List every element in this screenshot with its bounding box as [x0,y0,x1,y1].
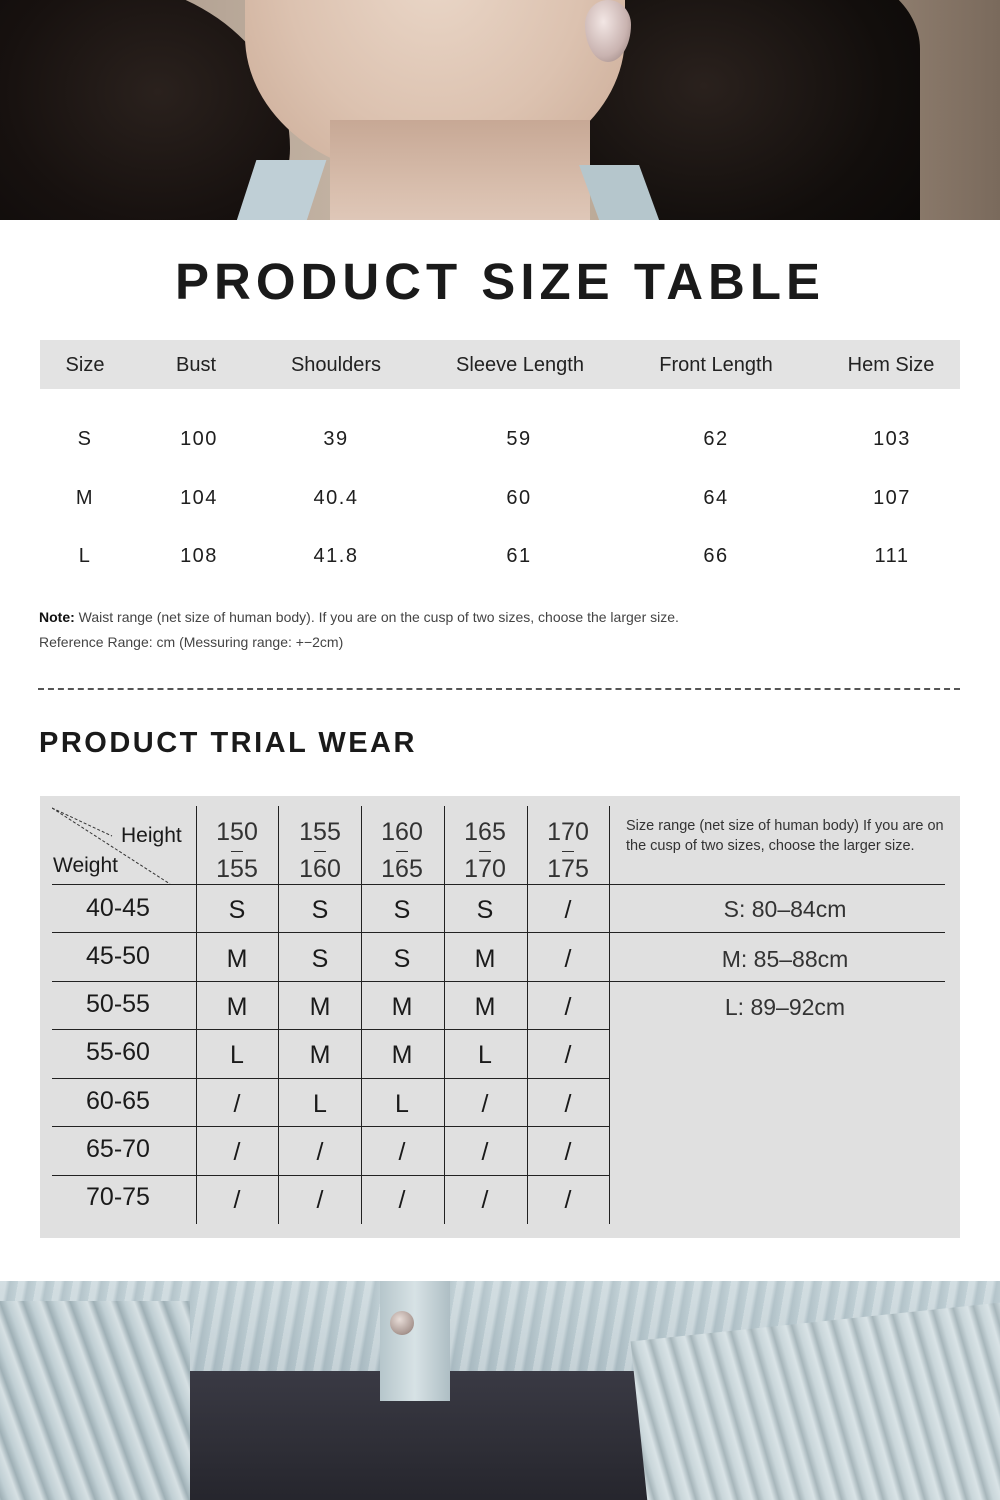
shirt-button-image [390,1311,414,1335]
front-length-cell: 62 [703,428,729,450]
height-to: 155 [216,855,258,883]
size-value: / [316,1138,324,1166]
weight-label: 45-50 [86,942,150,970]
sleeve-length-cell: 60 [506,487,532,509]
size-value: S [311,945,329,973]
col-header-bust: Bust [175,354,217,376]
size-value: / [316,1186,324,1214]
height-header-150-155 [197,814,277,888]
size-value: / [564,993,572,1021]
sleeve-length-cell: 59 [506,428,532,450]
size-value: / [481,1186,489,1214]
hem-size-cell: 111 [874,545,910,567]
size-value: S [393,945,411,973]
shoulders-cell: 39 [323,428,349,450]
corner-weight-label: Weight [53,854,118,877]
height-from: 150 [216,818,258,846]
size-row-l [40,545,960,575]
size-table-header [40,340,960,389]
range-l: L: 89–92cm [724,994,846,1020]
trial-wear-title: PRODUCT TRIAL WEAR [39,727,417,759]
shoulders-cell: 41.8 [313,545,359,567]
height-to: 160 [299,855,341,883]
size-value: / [564,1090,572,1118]
size-value: L [313,1090,327,1118]
size-note [39,605,679,655]
top-model-photo [0,0,1000,220]
front-length-cell: 66 [703,545,729,567]
height-from: 155 [299,818,341,846]
weight-label: 50-55 [86,990,150,1018]
height-from: 165 [464,818,506,846]
size-cell: M [75,487,95,509]
bust-cell: 100 [180,428,218,450]
size-value: L [230,1041,244,1069]
size-value: S [311,896,329,924]
size-value: / [398,1186,406,1214]
weight-label: 70-75 [86,1183,150,1211]
hem-size-cell: 103 [873,428,911,450]
weight-label: 60-65 [86,1087,150,1115]
size-value: M [391,1041,413,1069]
weight-label: 40-45 [86,894,150,922]
height-to: 165 [381,855,423,883]
note-label: Note: [39,609,75,625]
size-cell: S [77,428,93,450]
note-text: Waist range (net size of human body). If you are on the cusp of two sizes, choose the larger size. [74,609,679,625]
height-header-160-165 [362,814,442,888]
size-row-s [40,428,960,458]
col-header-size: Size [65,354,105,376]
size-cell: L [78,545,92,567]
size-value: M [474,945,496,973]
col-header-front-length: Front Length [659,354,773,376]
col-header-shoulders: Shoulders [290,354,382,376]
height-from: 170 [547,818,589,846]
trial-wear-table [40,796,960,1238]
shoulders-cell: 40.4 [313,487,359,509]
size-value: M [391,993,413,1021]
height-to: 170 [464,855,506,883]
col-header-sleeve-length: Sleeve Length [456,354,584,376]
size-value: S [393,896,411,924]
size-row-m [40,487,960,517]
size-value: M [226,945,248,973]
size-value: S [476,896,494,924]
height-from: 160 [381,818,423,846]
height-header-170-175 [528,814,608,888]
size-value: / [564,945,572,973]
height-header-165-170 [445,814,525,888]
range-m: M: 85–88cm [721,946,849,972]
size-value: L [478,1041,492,1069]
size-value: / [481,1090,489,1118]
bottom-shirt-photo [0,1281,1000,1500]
height-header-155-160 [280,814,360,888]
hem-size-cell: 107 [873,487,911,509]
size-value: M [309,993,331,1021]
reference-range-text: Reference Range: cm (Messuring range: +−2cm) [39,634,344,650]
range-s: S: 80–84cm [723,896,847,922]
size-value: S [228,896,246,924]
sleeve-length-cell: 61 [506,545,532,567]
height-to: 175 [547,855,589,883]
weight-label: 55-60 [86,1038,150,1066]
dashed-divider [38,688,960,690]
col-header-hem-size: Hem Size [847,354,935,376]
weight-label: 65-70 [86,1135,150,1163]
size-value: / [481,1138,489,1166]
size-value: / [233,1090,241,1118]
size-value: / [233,1186,241,1214]
corner-height-label: Height [121,824,182,847]
size-value: / [398,1138,406,1166]
size-range-note: Size range (net size of human body) If you are on the cusp of two sizes, choose the larger size. [626,818,944,854]
bust-cell: 108 [180,545,218,567]
size-value: / [564,1138,572,1166]
size-table-title: PRODUCT SIZE TABLE [174,253,826,310]
size-value: / [564,896,572,924]
bust-cell: 104 [180,487,218,509]
front-length-cell: 64 [703,487,729,509]
size-value: M [474,993,496,1021]
size-value: M [226,993,248,1021]
size-value: L [395,1090,409,1118]
size-value: / [564,1041,572,1069]
size-value: / [564,1186,572,1214]
size-value: M [309,1041,331,1069]
size-value: / [233,1138,241,1166]
